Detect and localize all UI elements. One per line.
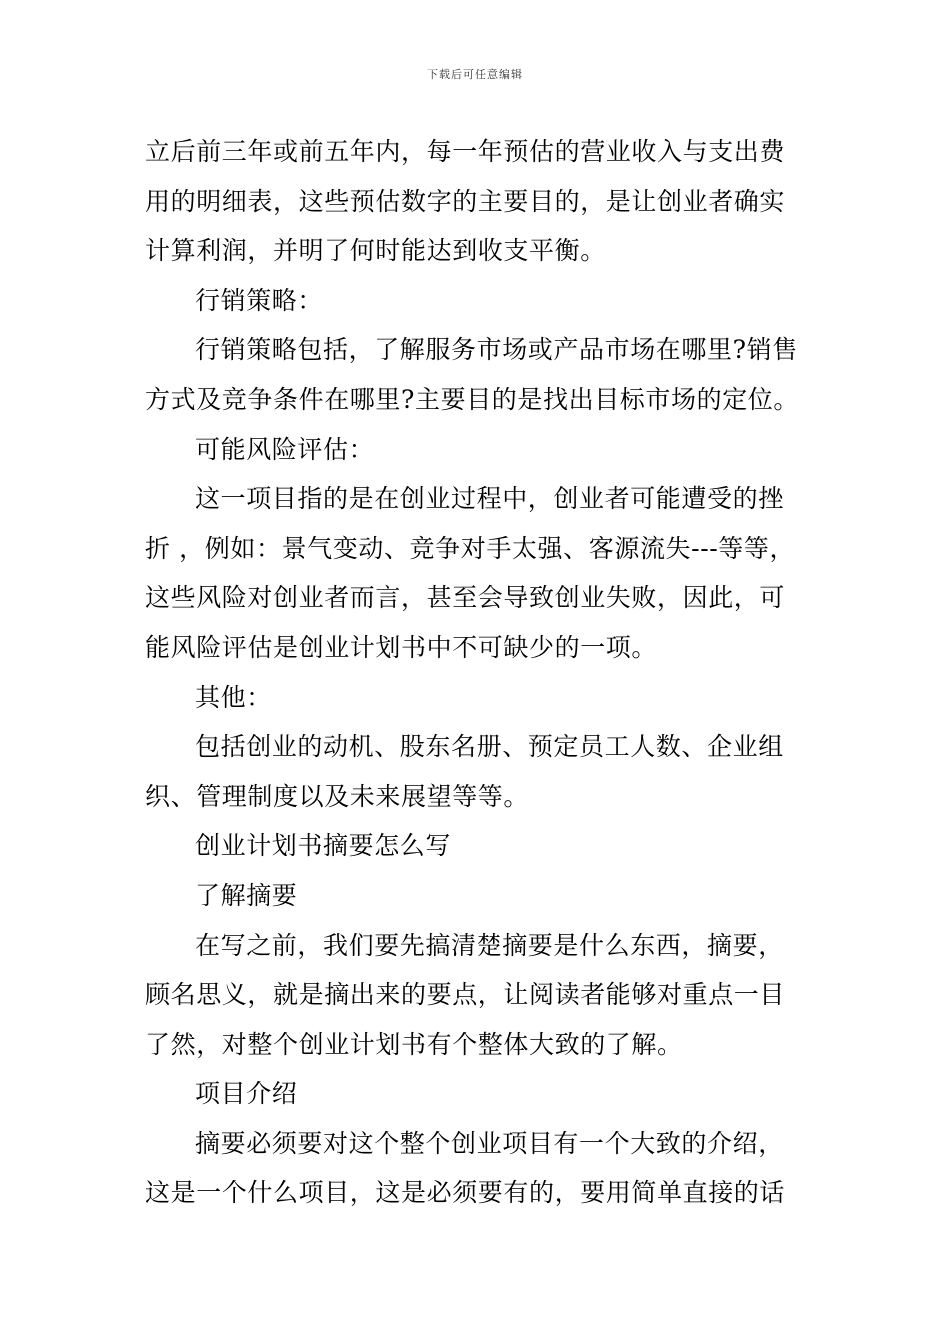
text-line: 用的明细表，这些预估数字的主要目的，是让创业者确实 [145,186,786,216]
text-line: 行销策略包括，了解服务市场或产品市场在哪里?销售 [195,335,798,365]
text-line: 顾名思义，就是摘出来的要点，让阅读者能够对重点一目 [145,980,786,1010]
section-heading: 项目介绍 [195,1079,298,1109]
section-heading: 了解摘要 [195,880,298,910]
text-line: 立后前三年或前五年内，每一年预估的营业收入与支出费 [145,137,786,166]
text-line: 了然，对整个创业计划书有个整体大致的了解。 [145,1029,683,1059]
text-line: 能风险评估是创业计划书中不可缺少的一项。 [145,632,658,662]
text-line: 这些风险对创业者而言，甚至会导致创业失败，因此，可 [145,583,786,613]
section-heading: 其他： [195,682,272,712]
text-line: 摘要必须要对这个整个创业项目有一个大致的介绍， [195,1128,784,1158]
text-line: 这是一个什么项目，这是必须要有的，要用简单直接的话 [145,1178,786,1208]
text-line: 方式及竞争条件在哪里?主要目的是找出目标市场的定位。 [145,384,800,414]
text-line: 这一项目指的是在创业过程中，创业者可能遭受的挫 [195,484,784,514]
section-heading: 可能风险评估： [195,434,375,464]
text-line: 折 ，例如：景气变动、竞争对手太强、客源流失---等等， [145,533,796,563]
page-header: 下载后可任意编辑 [427,68,523,81]
text-line: 包括创业的动机、股东名册、预定员工人数、企业组 [195,732,784,762]
text-line: 在写之前，我们要先搞清楚摘要是什么东西，摘要， [195,930,784,960]
section-heading: 创业计划书摘要怎么写 [195,831,452,861]
document-body [145,127,810,1218]
section-heading: 行销策略： [195,285,324,315]
text-line: 计算利润，并明了何时能达到收支平衡。 [145,236,606,266]
text-line: 织、管理制度以及未来展望等等。 [145,781,530,811]
